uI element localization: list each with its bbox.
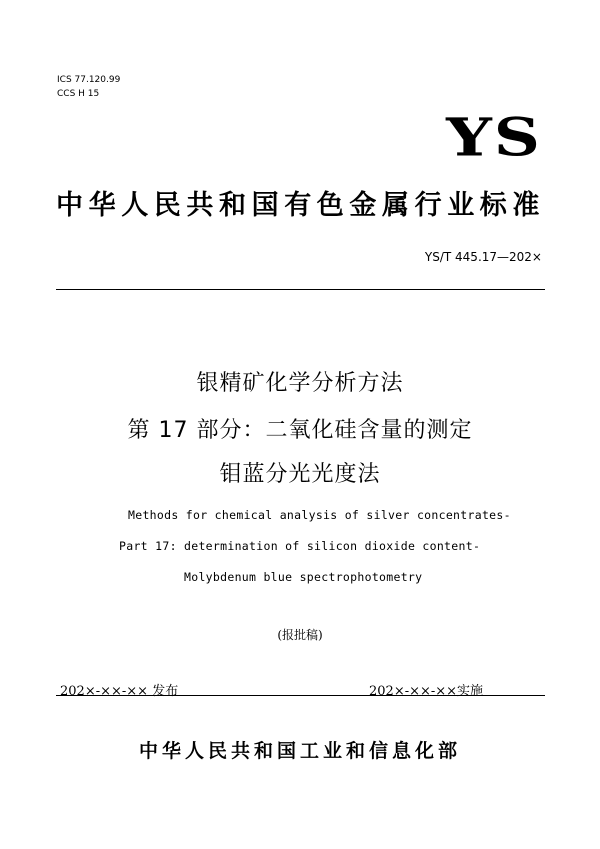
publish-date: 202×-××-×× 发布 xyxy=(60,684,179,699)
implement-date: 202×-××-××实施 xyxy=(369,684,484,699)
en-title-line-3: Molybdenum blue spectrophotometry xyxy=(184,570,423,584)
bottom-divider xyxy=(56,695,545,696)
top-divider xyxy=(56,289,545,290)
classification-codes xyxy=(57,73,120,101)
standard-category-title: 中华人民共和国有色金属行业标准 xyxy=(56,190,545,221)
issuing-authority: 中华人民共和国工业和信息化部 xyxy=(138,740,461,762)
cn-title-line-2: 第 17 部分：二氧化硅含量的测定 xyxy=(127,418,473,443)
cn-title-line-1: 银精矿化学分析方法 xyxy=(196,371,404,396)
ics-code: ICS 77.120.99 xyxy=(57,75,121,85)
en-title-line-2: Part 17: determination of silicon dioxide content- xyxy=(119,539,481,553)
en-title-line-1: Methods for chemical analysis of silver concentrates- xyxy=(128,508,511,522)
draft-status-note: (报批稿) xyxy=(277,628,323,642)
ys-logo: YS xyxy=(446,107,542,169)
ccs-code: CCS H 15 xyxy=(57,89,100,99)
standard-code: YS/T 445.17—202× xyxy=(424,250,542,264)
cn-title-line-3: 钼蓝分光光度法 xyxy=(219,462,381,487)
